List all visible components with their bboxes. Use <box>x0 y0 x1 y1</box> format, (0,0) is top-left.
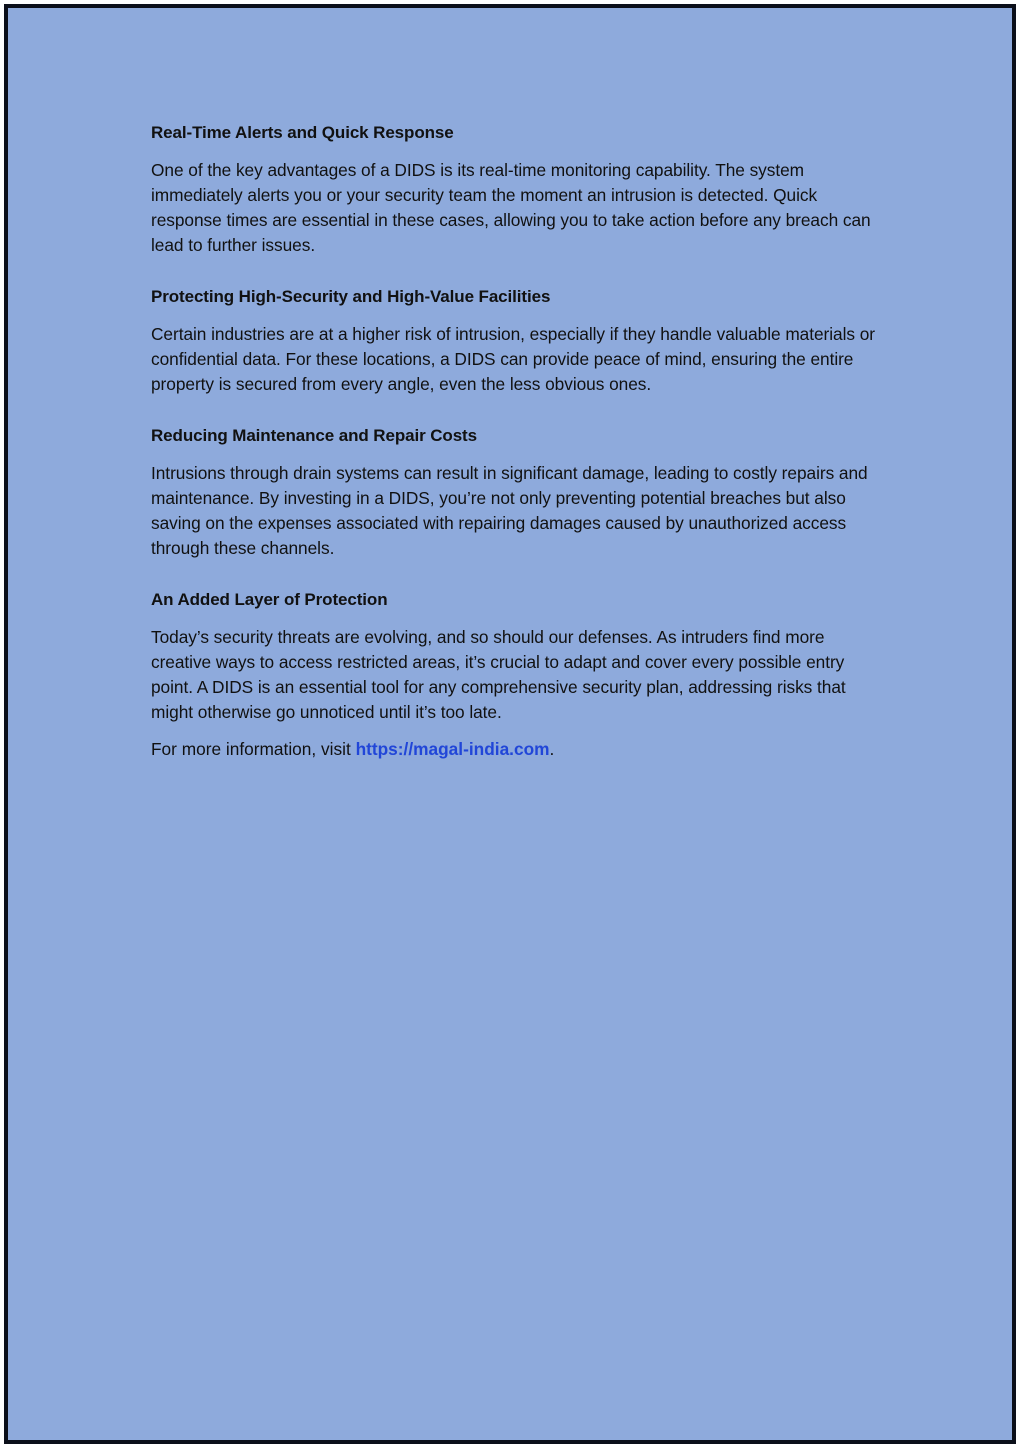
section-heading: An Added Layer of Protection <box>151 590 388 609</box>
section-heading: Real-Time Alerts and Quick Response <box>151 123 454 142</box>
section-heading: Protecting High-Security and High-Value Facilities <box>151 287 551 306</box>
closing-prefix: For more information, visit <box>151 739 356 759</box>
section-body: Certain industries are at a higher risk of intrusion, especially if they handle valuable materials or confidential data. For these locations, a DIDS can provide peace of mind, ensuring the entire property is secured from every angle, even the less obvious ones. <box>151 324 876 394</box>
section-heading: Reducing Maintenance and Repair Costs <box>151 426 477 445</box>
section-body: One of the key advantages of a DIDS is its real-time monitoring capability. The system immediately alerts you or your security team the moment an intrusion is detected. Quick response times are essential in these cases, allowing you to take action before any breach can lead to further issues. <box>151 160 871 255</box>
section-body: Intrusions through drain systems can result in significant damage, leading to costly repairs and maintenance. By investing in a DIDS, you’re not only preventing potential breaches but also saving on the expenses associated with repairing damages caused by unauthorized access through these channels. <box>151 463 868 558</box>
section-high-security-facilities <box>151 284 881 397</box>
document-content <box>151 120 881 762</box>
section-maintenance-costs <box>151 423 881 561</box>
closing-suffix: . <box>549 739 555 759</box>
section-body: Today’s security threats are evolving, and so should our defenses. As intruders find more creative ways to access restricted areas, it’s crucial to adapt and cover every possible entry point. A DIDS is an essential tool for any comprehensive security plan, addressing risks that might otherwise go unnoticed until it’s too late. <box>151 627 846 722</box>
section-real-time-alerts <box>151 120 881 258</box>
section-added-layer <box>151 587 881 725</box>
closing-paragraph <box>151 737 881 762</box>
website-link[interactable]: https://magal-india.com <box>355 739 550 759</box>
